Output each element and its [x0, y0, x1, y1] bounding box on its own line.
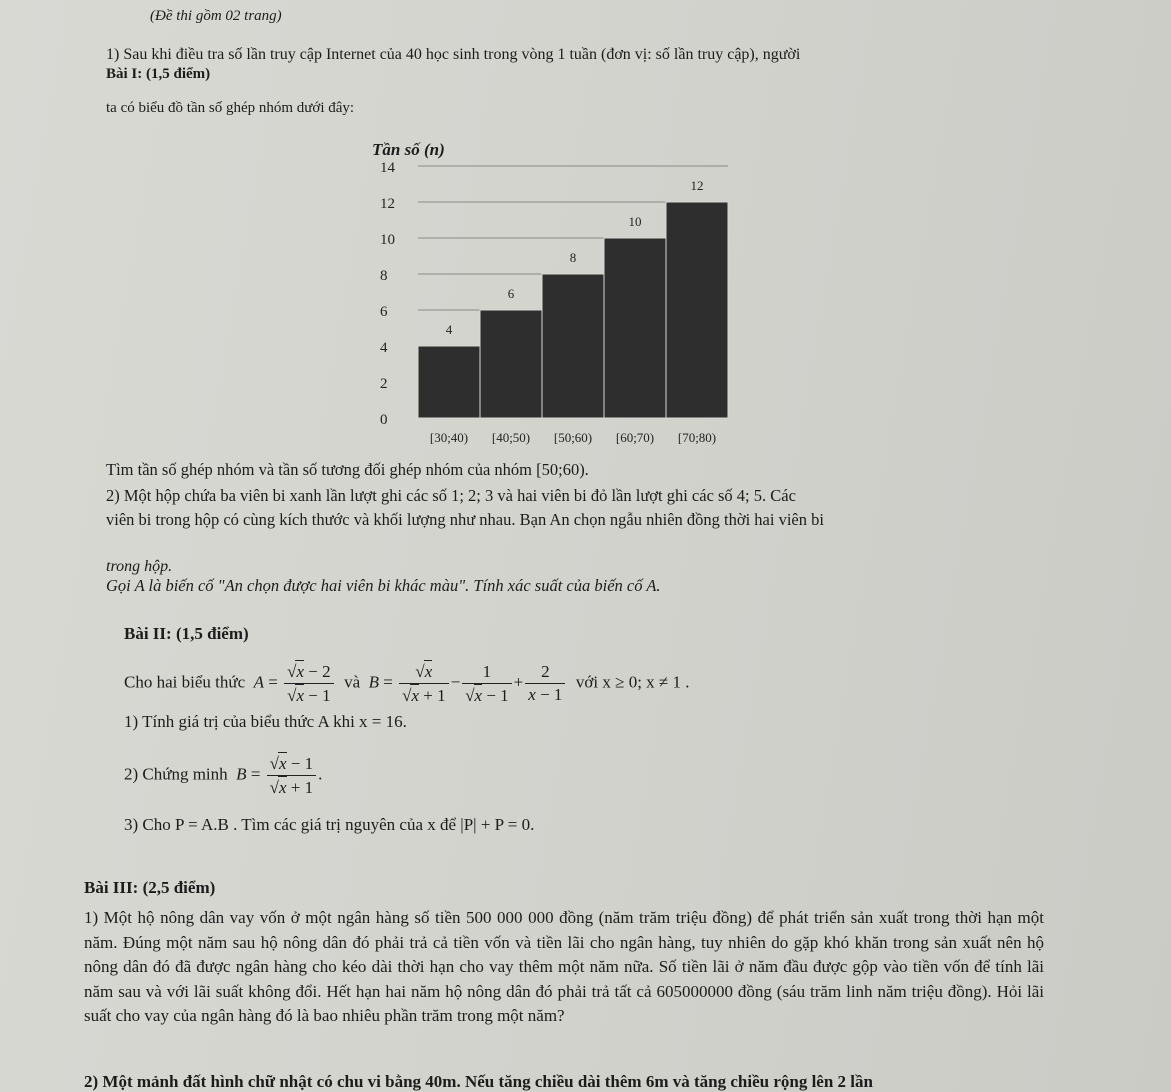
bai2-condition: với x ≥ 0; x ≠ 1 .: [575, 672, 690, 692]
x-category-label: [40;50): [491, 430, 531, 445]
y-tick-label: 14: [380, 160, 395, 176]
bai3-p2: 2) Một mảnh đất hình chữ nhật có chu vi bằng 40m. Nếu tăng chiều dài thêm 6m và tăng chiều rộng lên 2 lần: [84, 1072, 873, 1091]
expr-b-term1: $\frac{√x}{√x + 1}$: [399, 660, 448, 707]
bar-data-label: 6: [507, 286, 515, 301]
bai3-title: Bài III: (2,5 điểm): [84, 878, 216, 897]
bai1-q2-line2: viên bi trong hộp có cùng kích thước và khối lượng như nhau. Bạn An chọn ngẫu nhiên đồng thời hai viên bi: [106, 510, 824, 529]
expr-b-result: $\frac{√x - 1}{√x + 1}$: [267, 752, 316, 799]
bar-data-label: 12: [690, 178, 704, 193]
y-tick-label: 2: [380, 376, 388, 392]
expr-b-term3: $\frac{2}{x - 1}$: [525, 661, 565, 706]
y-tick-label: 6: [380, 304, 388, 320]
chart-ylabel: Tần số (n): [372, 140, 445, 159]
bai2-q1: 1) Tính giá trị của biểu thức A khi x = 16.: [124, 712, 407, 731]
y-tick-label: 8: [380, 268, 388, 284]
frequency-histogram: [350, 160, 750, 460]
bai2-title: Bài II: (1,5 điểm): [124, 624, 249, 643]
y-tick-label: 10: [380, 232, 395, 248]
bai1-title: Bài I: (1,5 điểm): [106, 66, 211, 82]
bar: [666, 202, 728, 418]
bai1-q2-line4: Gọi A là biến cố "An chọn được hai viên bi khác màu". Tính xác suất của biến cố A.: [106, 576, 661, 595]
bai1-q1-intro-line2: ta có biểu đồ tần số ghép nhóm dưới đây:: [106, 100, 355, 116]
bai1-q1-intro-line1: 1) Sau khi điều tra số lần truy cập Internet của 40 học sinh trong vòng 1 tuần (đơn vị: số lần truy cập), người: [106, 46, 801, 63]
bai2-q2-text: 2) Chứng minh: [124, 764, 228, 784]
bai2-and: và: [344, 672, 361, 692]
page-count-note: (Đề thi gồm 02 trang): [150, 8, 282, 24]
bai2-intro: Cho hai biểu thức: [124, 672, 246, 692]
bar: [418, 346, 480, 418]
bar-data-label: 4: [445, 322, 453, 337]
bar: [604, 238, 666, 418]
x-category-label: [50;60): [553, 430, 593, 445]
bai2-expressions: Cho hai biểu thức A = $\frac{√x - 2}{√x - 1}$ và B = $\frac{√x}{√x + 1}$ − $\frac{1}{√x - 1}$ + $\frac{2}{x - 1}$ với x ≥ 0; x ≠ 1 .: [124, 661, 690, 705]
x-category-label: [30;40): [429, 430, 469, 445]
bar: [542, 274, 604, 418]
bai1-q2-line3: trong hộp.: [106, 558, 173, 575]
bar-data-label: 10: [628, 214, 642, 229]
bai3-p1: 1) Một hộ nông dân vay vốn ở một ngân hàng số tiền 500 000 000 đồng (năm trăm triệu đồng) để phát triển sản xuất trong thời hạn một năm. Đúng một năm sau hộ nông dân đó phải trả cả tiền vốn và tiền lãi cho ngân hàng, tuy nhiên do gặp khó khăn trong sản xuất nên hộ nông dân đó đã được ngân hàng cho kéo dài thời hạn cho vay thêm một năm nữa. Số tiền lãi ở năm đầu được gộp vào tiền vốn để tính lãi năm sau và với lãi suất không đổi. Hết hạn hai năm hộ nông dân đó phải trả tất cả 605000000 đồng (sáu trăm linh năm triệu đồng). Hỏi lãi suất cho vay của ngân hàng đó là bao nhiêu phần trăm trong một năm?: [84, 908, 1044, 1025]
bai1-q2-line1: 2) Một hộp chứa ba viên bi xanh lần lượt ghi các số 1; 2; 3 và hai viên bi đỏ lần lượt ghi các số 4; 5. Các: [106, 486, 796, 505]
bai1-q1-task: Tìm tần số ghép nhóm và tần số tương đối ghép nhóm của nhóm [50;60).: [106, 460, 589, 479]
x-category-label: [60;70): [615, 430, 655, 445]
x-category-label: [70;80): [677, 430, 717, 445]
y-tick-label: 12: [380, 196, 395, 212]
bai2-q3: 3) Cho P = A.B . Tìm các giá trị nguyên của x để |P| + P = 0.: [124, 815, 535, 834]
y-tick-label: 0: [380, 412, 388, 428]
bar-data-label: 8: [569, 250, 577, 265]
y-tick-label: 4: [380, 340, 388, 356]
bai2-q2: 2) Chứng minh B = $\frac{√x - 1}{√x + 1}$ .: [124, 754, 323, 797]
bai3-body: [84, 906, 1044, 1029]
expr-b-term2: $\frac{1}{√x - 1}$: [462, 661, 511, 707]
bar: [480, 310, 542, 418]
expr-a: $\frac{√x - 2}{√x - 1}$: [284, 660, 333, 707]
